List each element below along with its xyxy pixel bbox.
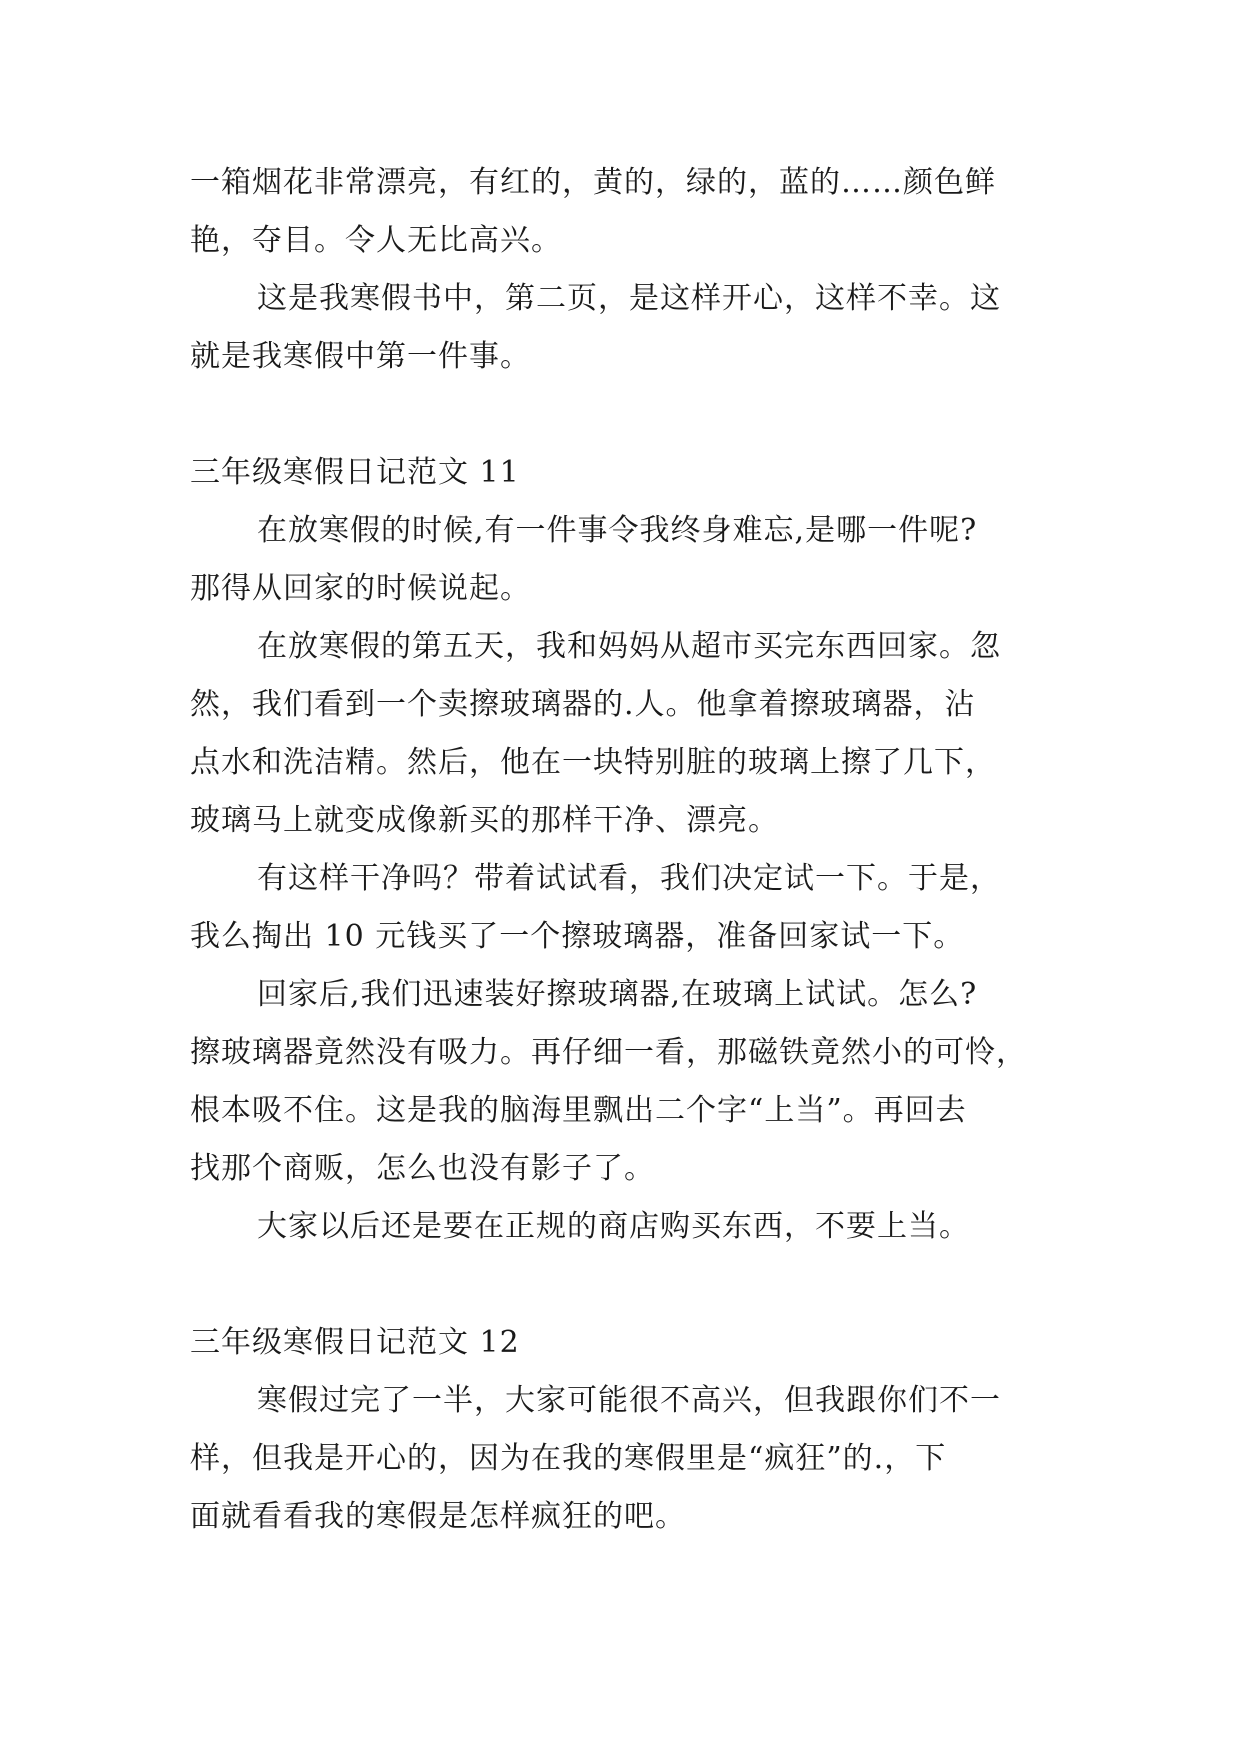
paragraph-line: 艳，夺目。令人无比高兴。 bbox=[190, 223, 562, 258]
document-body bbox=[190, 154, 1060, 1546]
section-gap bbox=[190, 1256, 1060, 1314]
paragraph-line: 根本吸不住。这是我的脑海里飘出二个字“上当”。再回去 bbox=[190, 1093, 967, 1128]
paragraph-line: 我么掏出 10 元钱买了一个擦玻璃器，准备回家试一下。 bbox=[190, 919, 965, 954]
paragraph-line: 大家以后还是要在正规的商店购买东西，不要上当。 bbox=[257, 1209, 970, 1244]
paragraph-line: 一箱烟花非常漂亮，有红的，黄的，绿的，蓝的……颜色鲜 bbox=[190, 165, 996, 200]
paragraph-line: 点水和洗洁精。然后，他在一块特别脏的玻璃上擦了几下， bbox=[190, 745, 996, 780]
paragraph-line: 就是我寒假中第一件事。 bbox=[190, 339, 531, 374]
paragraph-line: 找那个商贩，怎么也没有影子了。 bbox=[190, 1151, 655, 1186]
section-heading: 三年级寒假日记范文 12 bbox=[190, 1325, 520, 1360]
paragraph-line: 在放寒假的时候,有一件事令我终身难忘,是哪一件呢? bbox=[257, 513, 978, 548]
paragraph-line: 这是我寒假书中，第二页，是这样开心，这样不幸。这 bbox=[257, 281, 1001, 316]
paragraph-line: 寒假过完了一半，大家可能很不高兴，但我跟你们不一 bbox=[257, 1383, 1001, 1418]
paragraph-line: 样，但我是开心的，因为在我的寒假里是“疯狂”的.，下 bbox=[190, 1441, 947, 1476]
paragraph-line: 回家后,我们迅速装好擦玻璃器,在玻璃上试试。怎么? bbox=[257, 977, 978, 1012]
section-heading: 三年级寒假日记范文 11 bbox=[190, 455, 520, 490]
paragraph-line: 面就看看我的寒假是怎样疯狂的吧。 bbox=[190, 1499, 686, 1534]
paragraph-line: 然，我们看到一个卖擦玻璃器的.人。他拿着擦玻璃器，沾 bbox=[190, 687, 976, 722]
section-gap bbox=[190, 386, 1060, 444]
paragraph-line: 那得从回家的时候说起。 bbox=[190, 571, 531, 606]
paragraph-line: 有这样干净吗？带着试试看，我们决定试一下。于是， bbox=[257, 861, 1001, 896]
paragraph-line: 擦玻璃器竟然没有吸力。再仔细一看，那磁铁竟然小的可怜， bbox=[190, 1035, 1027, 1070]
paragraph-line: 玻璃马上就变成像新买的那样干净、漂亮。 bbox=[190, 803, 779, 838]
paragraph-line: 在放寒假的第五天，我和妈妈从超市买完东西回家。忽 bbox=[257, 629, 1001, 664]
